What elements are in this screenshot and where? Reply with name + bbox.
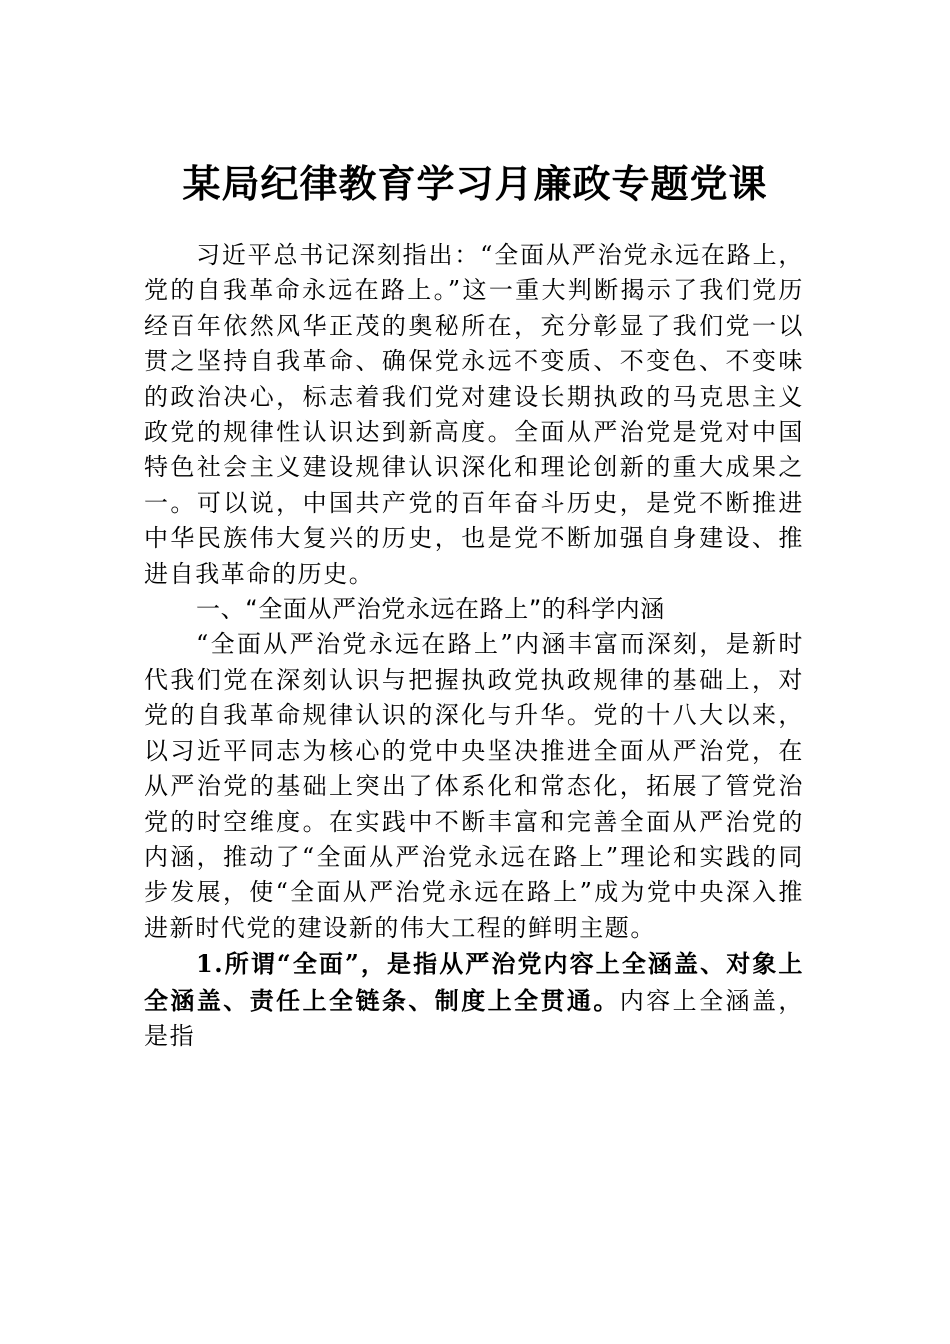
document-body <box>144 238 804 1054</box>
point-one-rest: 内容上全涵盖，是指 <box>144 986 804 1050</box>
section-paragraph: “全面从严治党永远在路上”内涵丰富而深刻，是新时代我们党在深刻认识与把握执政党执政规律的基础上，对党的自我革命规律认识的深化与升华。党的十八大以来，以习近平同志为核心的党中央坚决推进全面从严治党，在从严治党的基础上突出了体系化和常态化，拓展了管党治党的时空维度。在实践中不断丰富和完善全面从严治党的内涵，推动了“全面从严治党永远在路上”理论和实践的同步发展，使“全面从严治党永远在路上”成为党中央深入推进新时代党的建设新的伟大工程的鲜明主题。 <box>144 630 804 942</box>
point-one-lead: 1.所谓“全面”，是指从严治党内容上全涵盖、对象上全涵盖、责任上全链条、制度上全贯通。 <box>144 949 804 1015</box>
point-one-paragraph <box>144 946 804 1054</box>
document-title: 某局纪律教育学习月廉政专题党课 <box>182 161 768 206</box>
section-heading: 一、“全面从严治党永远在路上”的科学内涵 <box>196 595 665 624</box>
intro-paragraph: 习近平总书记深刻指出：“全面从严治党永远在路上，党的自我革命永远在路上。”这一重大判断揭示了我们党历经百年依然风华正茂的奥秘所在，充分彰显了我们党一以贯之坚持自我革命、确保党永远不变质、不变色、不变味的政治决心，标志着我们党对建设长期执政的马克思主义政党的规律性认识达到新高度。全面从严治党是党对中国特色社会主义建设规律认识深化和理论创新的重大成果之一。可以说，中国共产党的百年奋斗历史，是党不断推进中华民族伟大复兴的历史，也是党不断加强自身建设、推进自我革命的历史。 <box>144 241 804 588</box>
